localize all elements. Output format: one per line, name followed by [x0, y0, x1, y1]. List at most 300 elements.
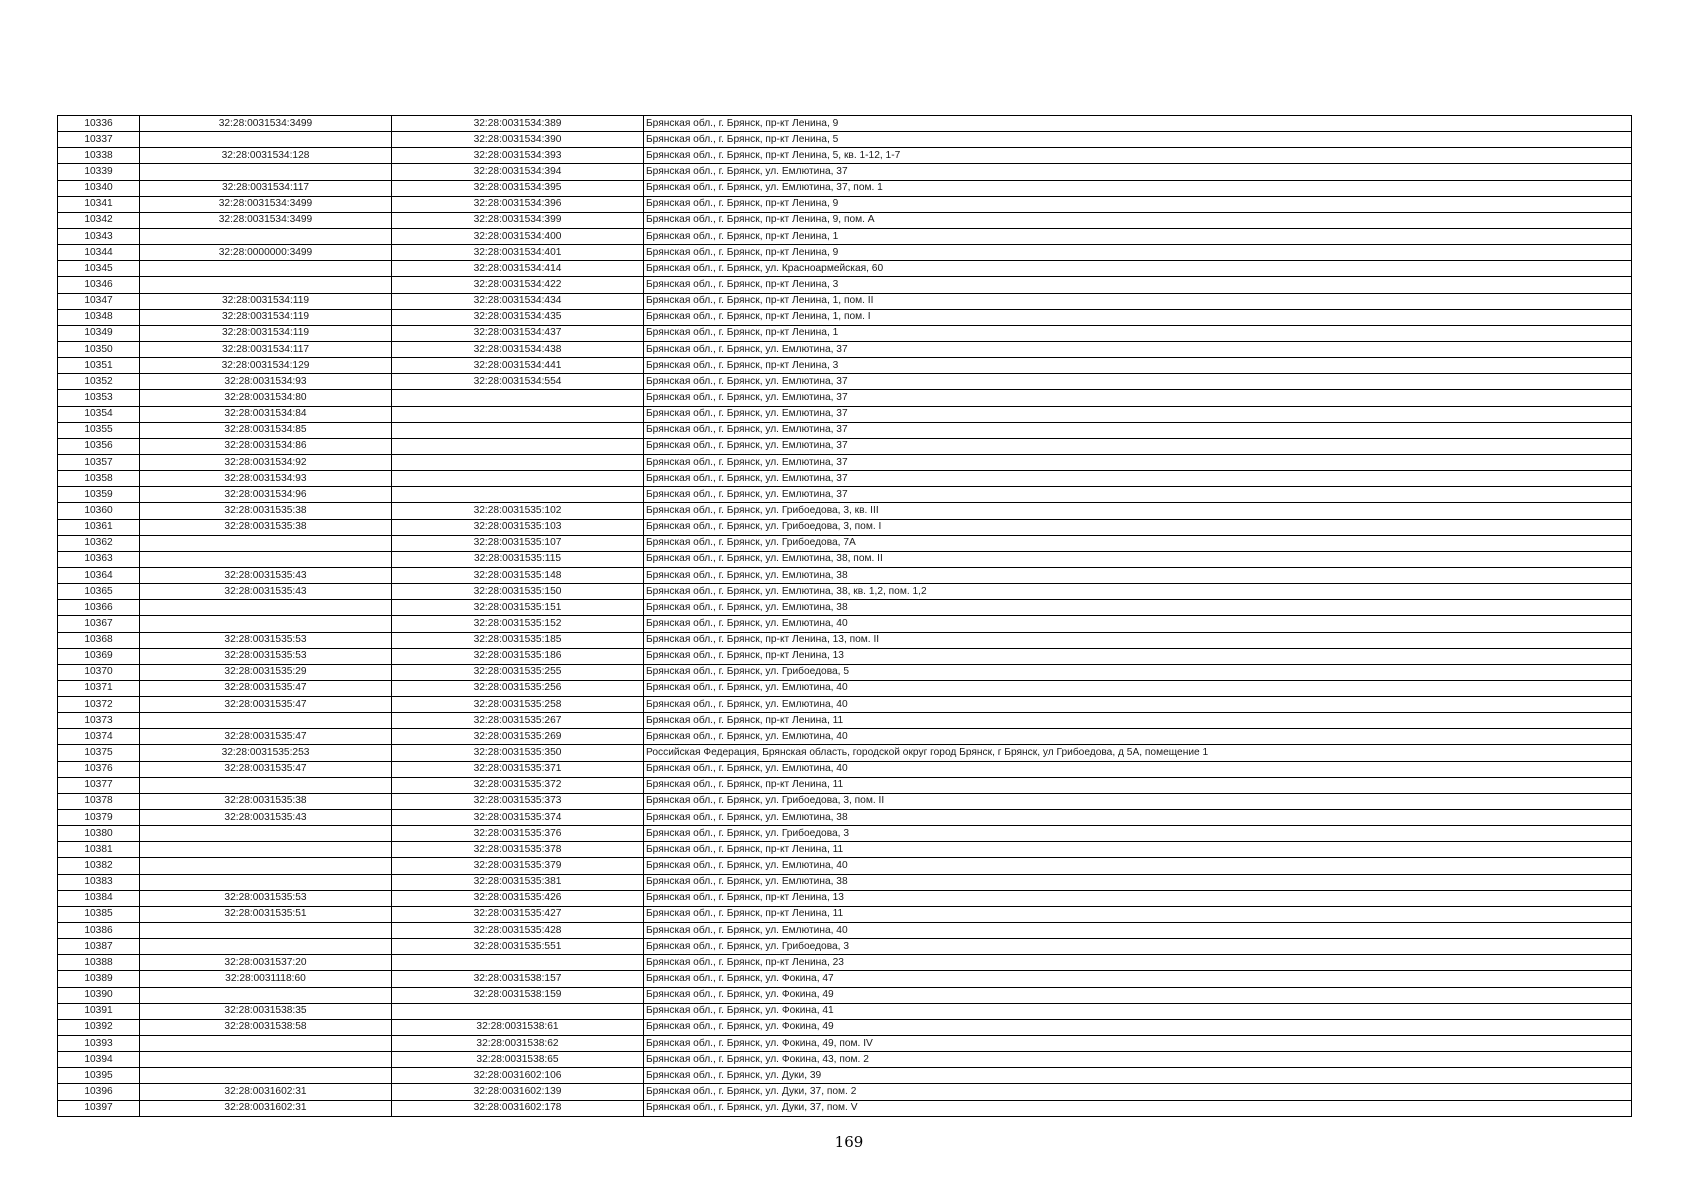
object-cadastral-number-cell: 32:28:0031534:414	[392, 261, 644, 277]
table-row	[58, 567, 1632, 583]
row-number-cell: 10395	[58, 1068, 140, 1084]
address-cell: Брянская обл., г. Брянск, ул. Дуки, 39	[644, 1068, 1632, 1084]
object-cadastral-number-cell	[392, 390, 644, 406]
land-cadastral-number-cell: 32:28:0031118:60	[140, 971, 392, 987]
row-number-cell: 10394	[58, 1052, 140, 1068]
land-cadastral-number-cell	[140, 261, 392, 277]
row-number-cell: 10368	[58, 632, 140, 648]
object-cadastral-number-cell: 32:28:0031538:62	[392, 1036, 644, 1052]
table-row	[58, 454, 1632, 470]
row-number-cell: 10383	[58, 874, 140, 890]
land-cadastral-number-cell: 32:28:0031535:47	[140, 729, 392, 745]
land-cadastral-number-cell	[140, 923, 392, 939]
land-cadastral-number-cell: 32:28:0031535:51	[140, 906, 392, 922]
row-number-cell: 10341	[58, 196, 140, 212]
object-cadastral-number-cell: 32:28:0031535:107	[392, 535, 644, 551]
address-cell: Брянская обл., г. Брянск, пр-кт Ленина, 3	[644, 358, 1632, 374]
land-cadastral-number-cell: 32:28:0031534:3499	[140, 116, 392, 132]
row-number-cell: 10365	[58, 584, 140, 600]
address-cell: Брянская обл., г. Брянск, пр-кт Ленина, 3	[644, 277, 1632, 293]
row-number-cell: 10359	[58, 487, 140, 503]
address-cell: Брянская обл., г. Брянск, ул. Емлютина, 40	[644, 761, 1632, 777]
table-row	[58, 535, 1632, 551]
row-number-cell: 10355	[58, 422, 140, 438]
table-row	[58, 228, 1632, 244]
row-number-cell: 10367	[58, 616, 140, 632]
row-number-cell: 10364	[58, 567, 140, 583]
row-number-cell: 10340	[58, 180, 140, 196]
land-cadastral-number-cell: 32:28:0031535:38	[140, 519, 392, 535]
address-cell: Брянская обл., г. Брянск, ул. Емлютина, 38	[644, 874, 1632, 890]
land-cadastral-number-cell: 32:28:0031534:93	[140, 471, 392, 487]
address-cell: Брянская обл., г. Брянск, ул. Емлютина, 40	[644, 858, 1632, 874]
table-row	[58, 341, 1632, 357]
row-number-cell: 10351	[58, 358, 140, 374]
land-cadastral-number-cell	[140, 826, 392, 842]
object-cadastral-number-cell: 32:28:0031535:102	[392, 503, 644, 519]
land-cadastral-number-cell	[140, 842, 392, 858]
address-cell: Брянская обл., г. Брянск, пр-кт Ленина, 13	[644, 648, 1632, 664]
land-cadastral-number-cell: 32:28:0031535:43	[140, 567, 392, 583]
object-cadastral-number-cell: 32:28:0031535:255	[392, 664, 644, 680]
land-cadastral-number-cell: 32:28:0031535:53	[140, 632, 392, 648]
table-row	[58, 132, 1632, 148]
land-cadastral-number-cell	[140, 277, 392, 293]
object-cadastral-number-cell: 32:28:0031535:371	[392, 761, 644, 777]
row-number-cell: 10371	[58, 680, 140, 696]
address-cell: Брянская обл., г. Брянск, пр-кт Ленина, 5, кв. 1-12, 1-7	[644, 148, 1632, 164]
land-cadastral-number-cell	[140, 874, 392, 890]
object-cadastral-number-cell: 32:28:0031534:435	[392, 309, 644, 325]
table-row	[58, 261, 1632, 277]
object-cadastral-number-cell: 32:28:0031534:422	[392, 277, 644, 293]
row-number-cell: 10353	[58, 390, 140, 406]
land-cadastral-number-cell: 32:28:0031534:3499	[140, 212, 392, 228]
address-cell: Брянская обл., г. Брянск, ул. Емлютина, 37	[644, 454, 1632, 470]
land-cadastral-number-cell: 32:28:0000000:3499	[140, 245, 392, 261]
table-row	[58, 600, 1632, 616]
object-cadastral-number-cell: 32:28:0031538:157	[392, 971, 644, 987]
table-row	[58, 890, 1632, 906]
object-cadastral-number-cell: 32:28:0031534:395	[392, 180, 644, 196]
address-cell: Брянская обл., г. Брянск, ул. Грибоедова, 5	[644, 664, 1632, 680]
address-cell: Брянская обл., г. Брянск, ул. Емлютина, 38, пом. II	[644, 551, 1632, 567]
address-cell: Брянская обл., г. Брянск, ул. Грибоедова, 3	[644, 826, 1632, 842]
object-cadastral-number-cell: 32:28:0031535:186	[392, 648, 644, 664]
address-cell: Брянская обл., г. Брянск, ул. Емлютина, 38, кв. 1,2, пом. 1,2	[644, 584, 1632, 600]
land-cadastral-number-cell: 32:28:0031535:38	[140, 793, 392, 809]
address-cell: Брянская обл., г. Брянск, пр-кт Ленина, 11	[644, 713, 1632, 729]
object-cadastral-number-cell: 32:28:0031535:151	[392, 600, 644, 616]
table-row	[58, 551, 1632, 567]
address-cell: Брянская обл., г. Брянск, ул. Грибоедова, 3, пом. II	[644, 793, 1632, 809]
row-number-cell: 10390	[58, 987, 140, 1003]
table-row	[58, 116, 1632, 132]
land-cadastral-number-cell: 32:28:0031534:80	[140, 390, 392, 406]
object-cadastral-number-cell: 32:28:0031602:139	[392, 1084, 644, 1100]
address-cell: Брянская обл., г. Брянск, пр-кт Ленина, 5	[644, 132, 1632, 148]
address-cell: Брянская обл., г. Брянск, пр-кт Ленина, 1, пом. II	[644, 293, 1632, 309]
address-cell: Брянская обл., г. Брянск, ул. Грибоедова, 3, пом. I	[644, 519, 1632, 535]
table-row	[58, 212, 1632, 228]
row-number-cell: 10388	[58, 955, 140, 971]
row-number-cell: 10393	[58, 1036, 140, 1052]
address-cell: Брянская обл., г. Брянск, ул. Фокина, 49	[644, 1019, 1632, 1035]
address-cell: Брянская обл., г. Брянск, пр-кт Ленина, 9	[644, 245, 1632, 261]
address-cell: Брянская обл., г. Брянск, пр-кт Ленина, 1	[644, 325, 1632, 341]
land-cadastral-number-cell: 32:28:0031535:47	[140, 697, 392, 713]
land-cadastral-number-cell	[140, 1036, 392, 1052]
address-cell: Брянская обл., г. Брянск, ул. Емлютина, 38	[644, 567, 1632, 583]
object-cadastral-number-cell: 32:28:0031535:267	[392, 713, 644, 729]
object-cadastral-number-cell: 32:28:0031535:350	[392, 745, 644, 761]
row-number-cell: 10338	[58, 148, 140, 164]
land-cadastral-number-cell: 32:28:0031535:53	[140, 890, 392, 906]
object-cadastral-number-cell: 32:28:0031535:374	[392, 810, 644, 826]
table-row	[58, 842, 1632, 858]
address-cell: Брянская обл., г. Брянск, ул. Дуки, 37, пом. 2	[644, 1084, 1632, 1100]
row-number-cell: 10377	[58, 777, 140, 793]
table-row	[58, 793, 1632, 809]
land-cadastral-number-cell	[140, 535, 392, 551]
address-cell: Брянская обл., г. Брянск, ул. Емлютина, 38	[644, 600, 1632, 616]
row-number-cell: 10339	[58, 164, 140, 180]
table-row	[58, 826, 1632, 842]
table-row	[58, 858, 1632, 874]
object-cadastral-number-cell: 32:28:0031535:185	[392, 632, 644, 648]
land-cadastral-number-cell: 32:28:0031534:117	[140, 180, 392, 196]
row-number-cell: 10380	[58, 826, 140, 842]
land-cadastral-number-cell: 32:28:0031534:85	[140, 422, 392, 438]
table-row	[58, 1068, 1632, 1084]
row-number-cell: 10337	[58, 132, 140, 148]
row-number-cell: 10397	[58, 1100, 140, 1116]
object-cadastral-number-cell: 32:28:0031535:256	[392, 680, 644, 696]
object-cadastral-number-cell: 32:28:0031535:258	[392, 697, 644, 713]
row-number-cell: 10372	[58, 697, 140, 713]
row-number-cell: 10378	[58, 793, 140, 809]
land-cadastral-number-cell: 32:28:0031534:84	[140, 406, 392, 422]
row-number-cell: 10345	[58, 261, 140, 277]
address-cell: Брянская обл., г. Брянск, пр-кт Ленина, 11	[644, 842, 1632, 858]
object-cadastral-number-cell: 32:28:0031535:378	[392, 842, 644, 858]
object-cadastral-number-cell: 32:28:0031535:152	[392, 616, 644, 632]
land-cadastral-number-cell: 32:28:0031534:92	[140, 454, 392, 470]
row-number-cell: 10342	[58, 212, 140, 228]
table-row	[58, 180, 1632, 196]
address-cell: Брянская обл., г. Брянск, ул. Емлютина, 37	[644, 438, 1632, 454]
row-number-cell: 10336	[58, 116, 140, 132]
land-cadastral-number-cell	[140, 164, 392, 180]
land-cadastral-number-cell: 32:28:0031534:119	[140, 325, 392, 341]
object-cadastral-number-cell: 32:28:0031535:428	[392, 923, 644, 939]
land-cadastral-number-cell	[140, 858, 392, 874]
address-cell: Брянская обл., г. Брянск, ул. Дуки, 37, пом. V	[644, 1100, 1632, 1116]
table-row	[58, 438, 1632, 454]
row-number-cell: 10385	[58, 906, 140, 922]
table-row	[58, 648, 1632, 664]
address-cell: Брянская обл., г. Брянск, пр-кт Ленина, 13	[644, 890, 1632, 906]
table-row	[58, 987, 1632, 1003]
object-cadastral-number-cell: 32:28:0031538:61	[392, 1019, 644, 1035]
address-cell: Брянская обл., г. Брянск, пр-кт Ленина, 23	[644, 955, 1632, 971]
object-cadastral-number-cell: 32:28:0031535:381	[392, 874, 644, 890]
table-row	[58, 729, 1632, 745]
table-row	[58, 374, 1632, 390]
object-cadastral-number-cell: 32:28:0031535:551	[392, 939, 644, 955]
land-cadastral-number-cell: 32:28:0031534:86	[140, 438, 392, 454]
table-row	[58, 325, 1632, 341]
table-row	[58, 713, 1632, 729]
row-number-cell: 10357	[58, 454, 140, 470]
table-row	[58, 245, 1632, 261]
table-row	[58, 906, 1632, 922]
land-cadastral-number-cell: 32:28:0031538:35	[140, 1003, 392, 1019]
object-cadastral-number-cell	[392, 406, 644, 422]
table-row	[58, 1100, 1632, 1116]
table-row	[58, 309, 1632, 325]
land-cadastral-number-cell: 32:28:0031535:253	[140, 745, 392, 761]
row-number-cell: 10366	[58, 600, 140, 616]
address-cell: Брянская обл., г. Брянск, пр-кт Ленина, 11	[644, 777, 1632, 793]
address-cell: Брянская обл., г. Брянск, ул. Грибоедова, 7А	[644, 535, 1632, 551]
address-cell: Брянская обл., г. Брянск, ул. Емлютина, 37	[644, 390, 1632, 406]
row-number-cell: 10361	[58, 519, 140, 535]
land-cadastral-number-cell: 32:28:0031602:31	[140, 1100, 392, 1116]
address-cell: Брянская обл., г. Брянск, ул. Красноармейская, 60	[644, 261, 1632, 277]
row-number-cell: 10376	[58, 761, 140, 777]
table-row	[58, 196, 1632, 212]
row-number-cell: 10391	[58, 1003, 140, 1019]
land-cadastral-number-cell: 32:28:0031534:128	[140, 148, 392, 164]
object-cadastral-number-cell: 32:28:0031535:150	[392, 584, 644, 600]
row-number-cell: 10348	[58, 309, 140, 325]
object-cadastral-number-cell: 32:28:0031534:401	[392, 245, 644, 261]
row-number-cell: 10387	[58, 939, 140, 955]
row-number-cell: 10347	[58, 293, 140, 309]
address-cell: Брянская обл., г. Брянск, ул. Фокина, 47	[644, 971, 1632, 987]
row-number-cell: 10362	[58, 535, 140, 551]
object-cadastral-number-cell	[392, 1003, 644, 1019]
row-number-cell: 10370	[58, 664, 140, 680]
table-row	[58, 358, 1632, 374]
object-cadastral-number-cell: 32:28:0031534:554	[392, 374, 644, 390]
address-cell: Брянская обл., г. Брянск, ул. Емлютина, 40	[644, 680, 1632, 696]
object-cadastral-number-cell: 32:28:0031534:438	[392, 341, 644, 357]
object-cadastral-number-cell: 32:28:0031602:106	[392, 1068, 644, 1084]
land-cadastral-number-cell	[140, 616, 392, 632]
land-cadastral-number-cell: 32:28:0031537:20	[140, 955, 392, 971]
address-cell: Российская Федерация, Брянская область, городской округ город Брянск, г Брянск, ул Грибоедова, д 5А, помещение 1	[644, 745, 1632, 761]
table-row	[58, 1019, 1632, 1035]
row-number-cell: 10375	[58, 745, 140, 761]
object-cadastral-number-cell: 32:28:0031534:390	[392, 132, 644, 148]
object-cadastral-number-cell: 32:28:0031535:373	[392, 793, 644, 809]
land-cadastral-number-cell	[140, 939, 392, 955]
row-number-cell: 10343	[58, 228, 140, 244]
address-cell: Брянская обл., г. Брянск, ул. Фокина, 41	[644, 1003, 1632, 1019]
object-cadastral-number-cell: 32:28:0031535:148	[392, 567, 644, 583]
table-row	[58, 810, 1632, 826]
table-row	[58, 584, 1632, 600]
object-cadastral-number-cell: 32:28:0031534:437	[392, 325, 644, 341]
table-row	[58, 939, 1632, 955]
table-row	[58, 1084, 1632, 1100]
row-number-cell: 10346	[58, 277, 140, 293]
land-cadastral-number-cell: 32:28:0031534:129	[140, 358, 392, 374]
land-cadastral-number-cell	[140, 600, 392, 616]
row-number-cell: 10396	[58, 1084, 140, 1100]
object-cadastral-number-cell	[392, 438, 644, 454]
row-number-cell: 10363	[58, 551, 140, 567]
row-number-cell: 10350	[58, 341, 140, 357]
object-cadastral-number-cell	[392, 422, 644, 438]
object-cadastral-number-cell: 32:28:0031534:389	[392, 116, 644, 132]
row-number-cell: 10384	[58, 890, 140, 906]
page-number: 169	[834, 1133, 864, 1151]
object-cadastral-number-cell: 32:28:0031535:426	[392, 890, 644, 906]
land-cadastral-number-cell: 32:28:0031534:119	[140, 309, 392, 325]
object-cadastral-number-cell: 32:28:0031535:372	[392, 777, 644, 793]
object-cadastral-number-cell: 32:28:0031534:399	[392, 212, 644, 228]
object-cadastral-number-cell	[392, 487, 644, 503]
object-cadastral-number-cell: 32:28:0031534:393	[392, 148, 644, 164]
land-cadastral-number-cell: 32:28:0031535:47	[140, 680, 392, 696]
table-row	[58, 487, 1632, 503]
object-cadastral-number-cell: 32:28:0031535:376	[392, 826, 644, 842]
table-row	[58, 148, 1632, 164]
address-cell: Брянская обл., г. Брянск, ул. Емлютина, 37	[644, 341, 1632, 357]
address-cell: Брянская обл., г. Брянск, ул. Емлютина, 37	[644, 164, 1632, 180]
table-row	[58, 503, 1632, 519]
address-cell: Брянская обл., г. Брянск, ул. Фокина, 43, пом. 2	[644, 1052, 1632, 1068]
table-row	[58, 632, 1632, 648]
table-row	[58, 971, 1632, 987]
address-cell: Брянская обл., г. Брянск, ул. Емлютина, 37, пом. 1	[644, 180, 1632, 196]
row-number-cell: 10344	[58, 245, 140, 261]
table-row	[58, 923, 1632, 939]
table-row	[58, 1003, 1632, 1019]
address-cell: Брянская обл., г. Брянск, ул. Емлютина, 37	[644, 422, 1632, 438]
table-row	[58, 519, 1632, 535]
address-cell: Брянская обл., г. Брянск, ул. Емлютина, 38	[644, 810, 1632, 826]
object-cadastral-number-cell: 32:28:0031535:427	[392, 906, 644, 922]
land-cadastral-number-cell: 32:28:0031535:43	[140, 810, 392, 826]
address-cell: Брянская обл., г. Брянск, пр-кт Ленина, 13, пом. II	[644, 632, 1632, 648]
land-cadastral-number-cell	[140, 228, 392, 244]
address-cell: Брянская обл., г. Брянск, пр-кт Ленина, 9	[644, 116, 1632, 132]
object-cadastral-number-cell: 32:28:0031534:434	[392, 293, 644, 309]
address-cell: Брянская обл., г. Брянск, ул. Емлютина, 37	[644, 471, 1632, 487]
row-number-cell: 10356	[58, 438, 140, 454]
object-cadastral-number-cell: 32:28:0031602:178	[392, 1100, 644, 1116]
address-cell: Брянская обл., г. Брянск, ул. Емлютина, 40	[644, 616, 1632, 632]
address-cell: Брянская обл., г. Брянск, ул. Фокина, 49	[644, 987, 1632, 1003]
row-number-cell: 10386	[58, 923, 140, 939]
table-row	[58, 164, 1632, 180]
table-row	[58, 955, 1632, 971]
land-cadastral-number-cell: 32:28:0031535:47	[140, 761, 392, 777]
object-cadastral-number-cell: 32:28:0031534:394	[392, 164, 644, 180]
address-cell: Брянская обл., г. Брянск, пр-кт Ленина, 9, пом. А	[644, 212, 1632, 228]
land-cadastral-number-cell	[140, 987, 392, 1003]
table-body	[58, 116, 1632, 1117]
table-row	[58, 664, 1632, 680]
address-cell: Брянская обл., г. Брянск, пр-кт Ленина, 9	[644, 196, 1632, 212]
object-cadastral-number-cell: 32:28:0031534:400	[392, 228, 644, 244]
row-number-cell: 10379	[58, 810, 140, 826]
address-cell: Брянская обл., г. Брянск, ул. Грибоедова, 3	[644, 939, 1632, 955]
table-row	[58, 422, 1632, 438]
address-cell: Брянская обл., г. Брянск, пр-кт Ленина, 11	[644, 906, 1632, 922]
table-row	[58, 616, 1632, 632]
table-row	[58, 777, 1632, 793]
row-number-cell: 10389	[58, 971, 140, 987]
land-cadastral-number-cell: 32:28:0031534:119	[140, 293, 392, 309]
land-cadastral-number-cell	[140, 132, 392, 148]
address-cell: Брянская обл., г. Брянск, ул. Емлютина, 40	[644, 923, 1632, 939]
row-number-cell: 10352	[58, 374, 140, 390]
object-cadastral-number-cell: 32:28:0031535:269	[392, 729, 644, 745]
address-cell: Брянская обл., г. Брянск, пр-кт Ленина, 1, пом. I	[644, 309, 1632, 325]
land-cadastral-number-cell	[140, 713, 392, 729]
table-row	[58, 471, 1632, 487]
object-cadastral-number-cell: 32:28:0031538:65	[392, 1052, 644, 1068]
address-cell: Брянская обл., г. Брянск, пр-кт Ленина, 1	[644, 228, 1632, 244]
table-row	[58, 293, 1632, 309]
object-cadastral-number-cell: 32:28:0031534:441	[392, 358, 644, 374]
address-cell: Брянская обл., г. Брянск, ул. Емлютина, 40	[644, 729, 1632, 745]
row-number-cell: 10374	[58, 729, 140, 745]
object-cadastral-number-cell: 32:28:0031535:115	[392, 551, 644, 567]
table-row	[58, 277, 1632, 293]
row-number-cell: 10392	[58, 1019, 140, 1035]
object-cadastral-number-cell: 32:28:0031535:103	[392, 519, 644, 535]
table-row	[58, 390, 1632, 406]
address-cell: Брянская обл., г. Брянск, ул. Фокина, 49, пом. IV	[644, 1036, 1632, 1052]
land-cadastral-number-cell: 32:28:0031534:117	[140, 341, 392, 357]
land-cadastral-number-cell	[140, 1068, 392, 1084]
table-row	[58, 697, 1632, 713]
land-cadastral-number-cell	[140, 551, 392, 567]
table-row	[58, 1036, 1632, 1052]
land-cadastral-number-cell	[140, 777, 392, 793]
table-row	[58, 874, 1632, 890]
table-row	[58, 680, 1632, 696]
table-row	[58, 1052, 1632, 1068]
land-cadastral-number-cell: 32:28:0031534:3499	[140, 196, 392, 212]
land-cadastral-number-cell: 32:28:0031535:53	[140, 648, 392, 664]
table-row	[58, 745, 1632, 761]
row-number-cell: 10358	[58, 471, 140, 487]
row-number-cell: 10349	[58, 325, 140, 341]
land-cadastral-number-cell: 32:28:0031538:58	[140, 1019, 392, 1035]
row-number-cell: 10381	[58, 842, 140, 858]
address-cell: Брянская обл., г. Брянск, ул. Емлютина, 37	[644, 374, 1632, 390]
object-cadastral-number-cell: 32:28:0031534:396	[392, 196, 644, 212]
cadastral-registry-table	[57, 115, 1632, 1117]
object-cadastral-number-cell	[392, 471, 644, 487]
address-cell: Брянская обл., г. Брянск, ул. Емлютина, 37	[644, 406, 1632, 422]
object-cadastral-number-cell: 32:28:0031535:379	[392, 858, 644, 874]
land-cadastral-number-cell: 32:28:0031534:93	[140, 374, 392, 390]
land-cadastral-number-cell: 32:28:0031535:43	[140, 584, 392, 600]
row-number-cell: 10369	[58, 648, 140, 664]
row-number-cell: 10360	[58, 503, 140, 519]
address-cell: Брянская обл., г. Брянск, ул. Емлютина, 37	[644, 487, 1632, 503]
row-number-cell: 10354	[58, 406, 140, 422]
land-cadastral-number-cell: 32:28:0031535:29	[140, 664, 392, 680]
